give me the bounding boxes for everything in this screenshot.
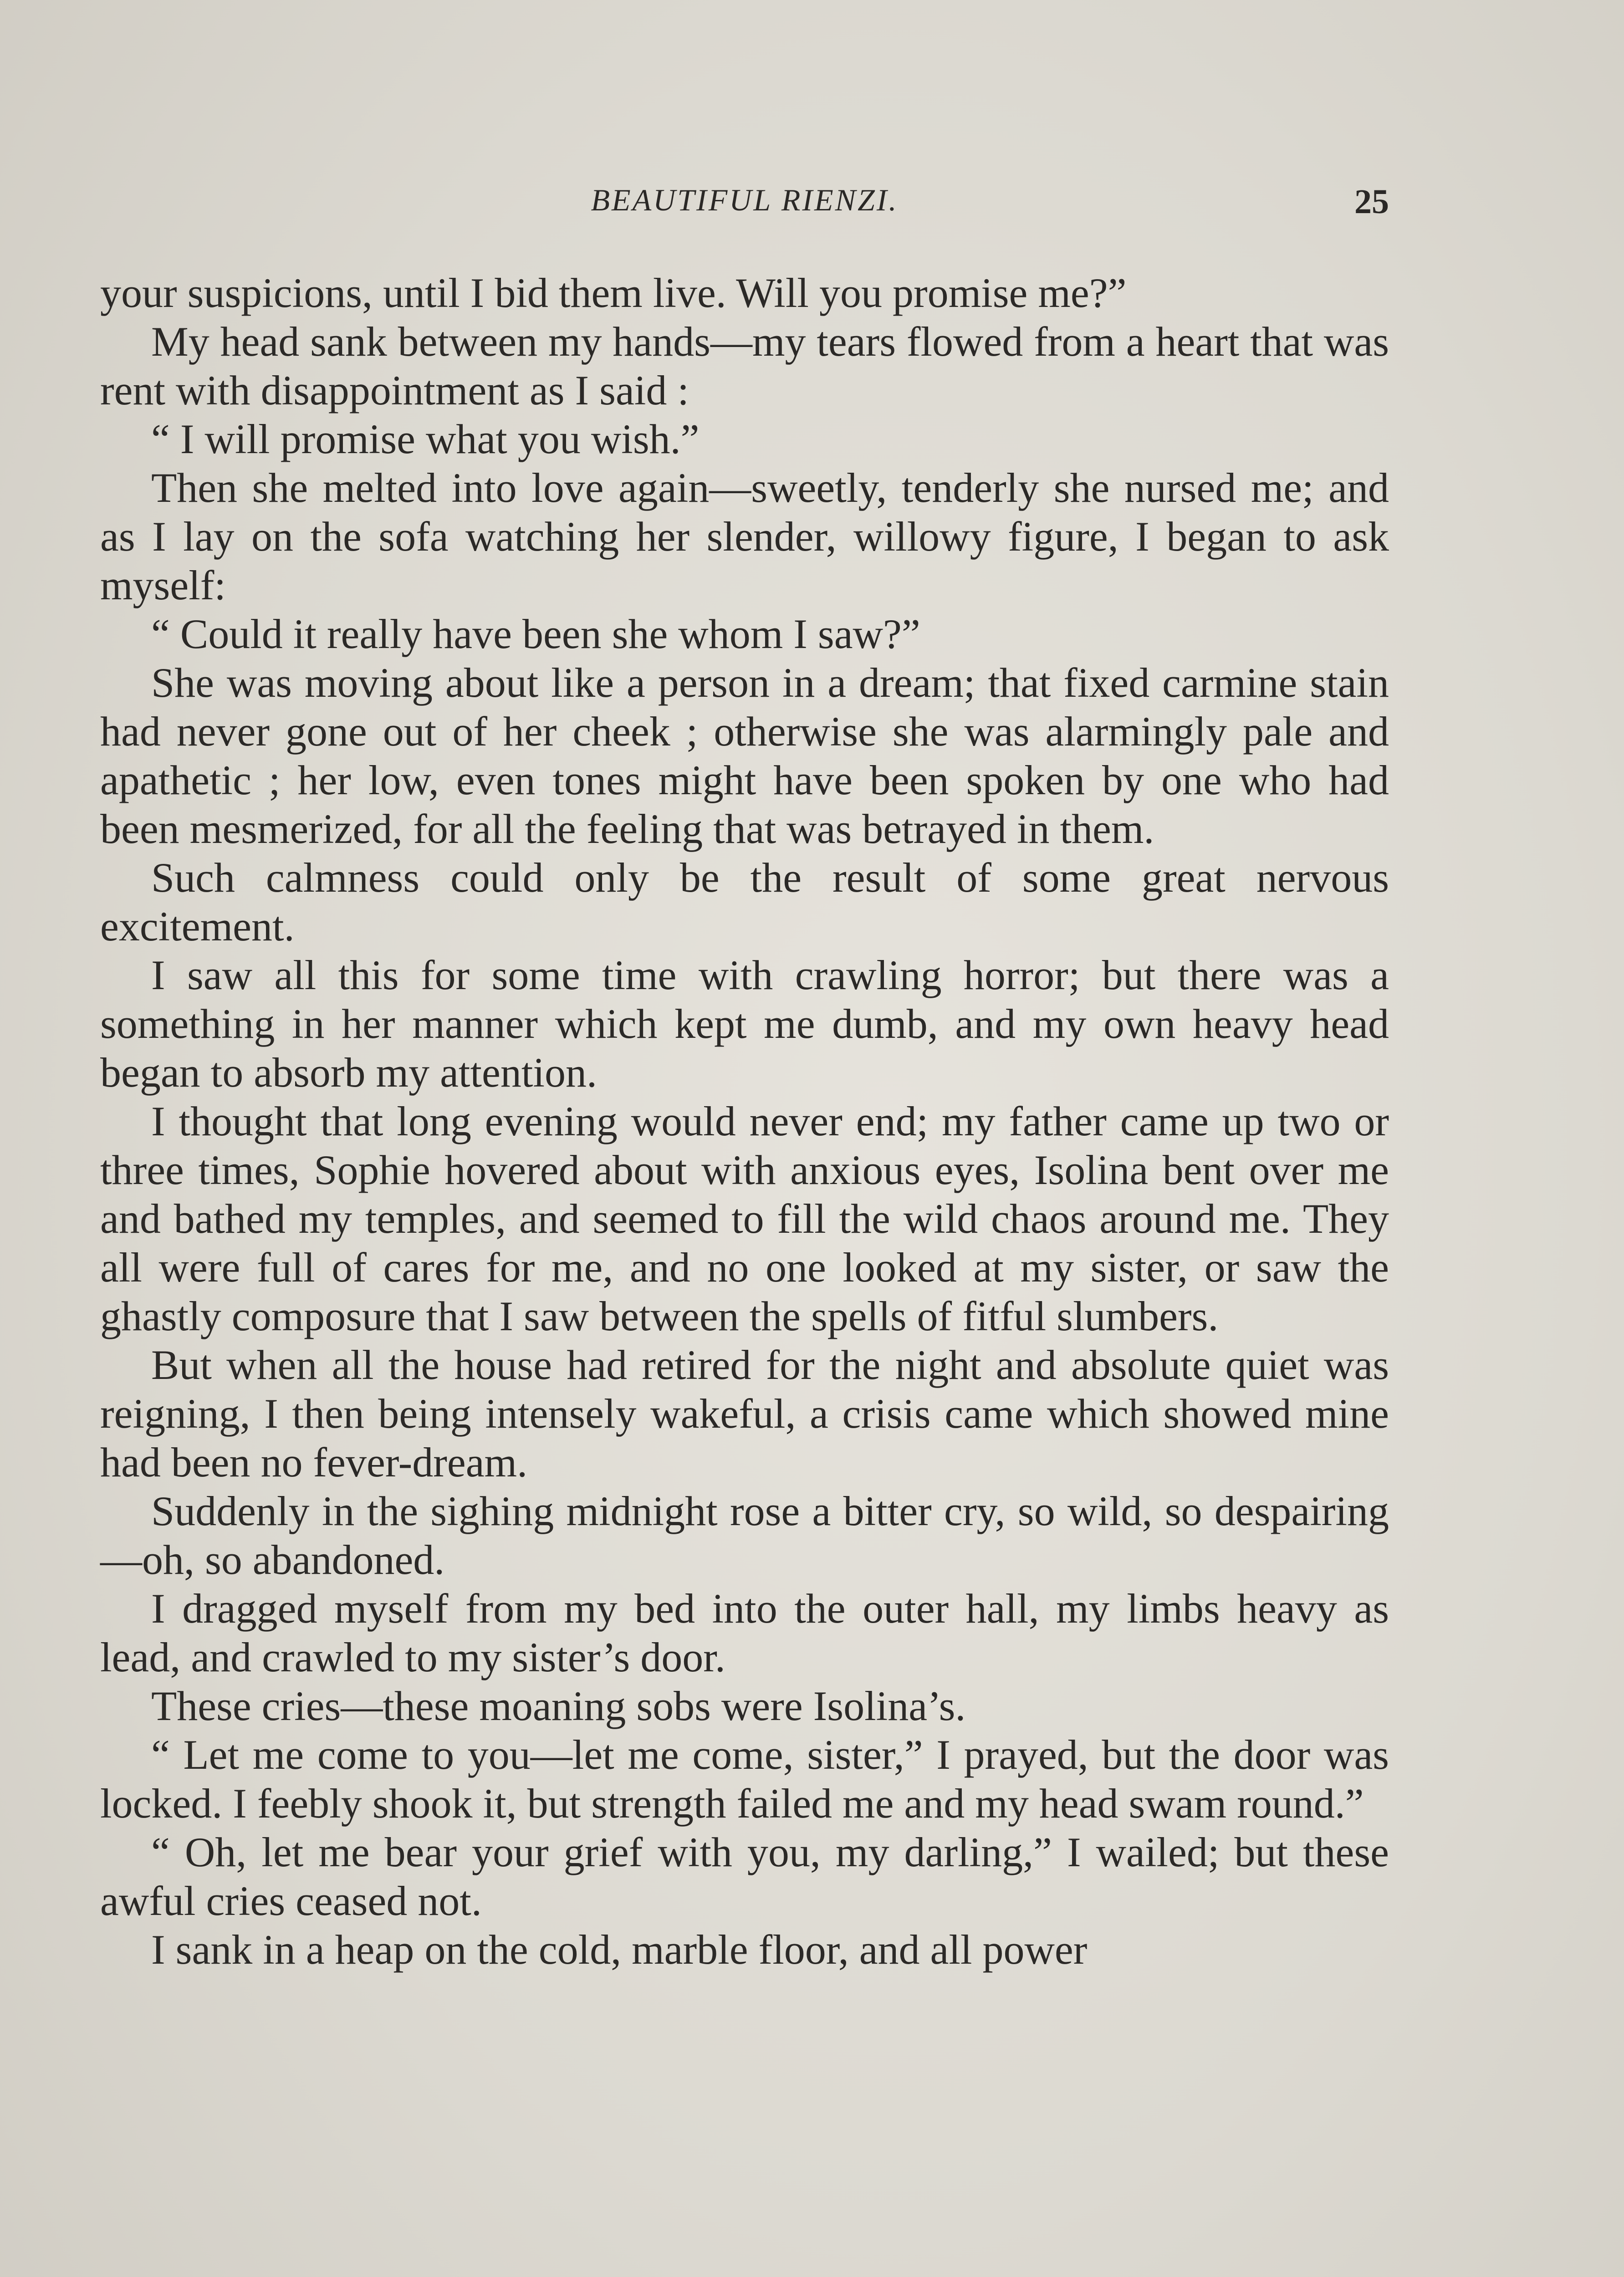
paragraph: My head sank between my hands—my tears flowed from a heart that was rent with disappointment as I said : [100,318,1389,414]
paragraph: “ I will promise what you wish.” [151,416,700,462]
paragraph: “ Oh, let me bear your grief with you, my darling,” I wailed; but these awful cries ceased not. [100,1829,1389,1924]
paragraph: I saw all this for some time with crawling horror; but there was a something in her manner which kept me dumb, and my own heavy head began to absorb my attention. [100,952,1389,1096]
paragraph: I dragged myself from my bed into the outer hall, my limbs heavy as lead, and crawled to my sister’s door. [100,1585,1389,1680]
paragraph: Suddenly in the sighing midnight rose a bitter cry, so wild, so despairing—oh, so abandoned. [100,1488,1389,1583]
paragraph: “ Could it really have been she whom I saw?” [151,611,920,657]
paragraph: She was moving about like a person in a dream; that fixed carmine stain had never gone out of her cheek ; otherwise she was alarmingly pale and apathetic ; her low, even tones might have been spoken by one who had been mesmerized, for all the feeling that was betrayed in them. [100,659,1389,852]
paragraph: Then she melted into love again—sweetly, tenderly she nursed me; and as I lay on the sofa watching her slender, willowy figure, I began to ask myself: [100,465,1389,608]
running-head: BEAUTIFUL RIENZI. [591,183,899,217]
page-number: 25 [1354,183,1389,221]
page-header [100,182,1389,237]
paragraph: your suspicions, until I bid them live. Will you promise me?” [100,270,1127,316]
paragraph: Such calmness could only be the result of some great nervous excitement. [100,854,1389,950]
paragraph: These cries—these moaning sobs were Isolina’s. [151,1683,966,1729]
paragraph: I thought that long evening would never end; my father came up two or three times, Sophie hovered about with anxious eyes, Isolina bent over me and bathed my temples, and seemed to fill the wild chaos around me. They all were full of cares for me, and no one looked at my sister, or saw the ghastly composure that I saw between the spells of fitful slumbers. [100,1098,1389,1339]
body-text [100,269,1389,1974]
paragraph: I sank in a heap on the cold, marble floor, and all power [151,1926,1088,1973]
paragraph: But when all the house had retired for the night and absolute quiet was reigning, I then being intensely wakeful, a crisis came which showed mine had been no fever-dream. [100,1342,1389,1486]
paragraph: “ Let me come to you—let me come, sister,” I prayed, but the door was locked. I feebly shook it, but strength failed me and my head swam round.” [100,1731,1389,1827]
